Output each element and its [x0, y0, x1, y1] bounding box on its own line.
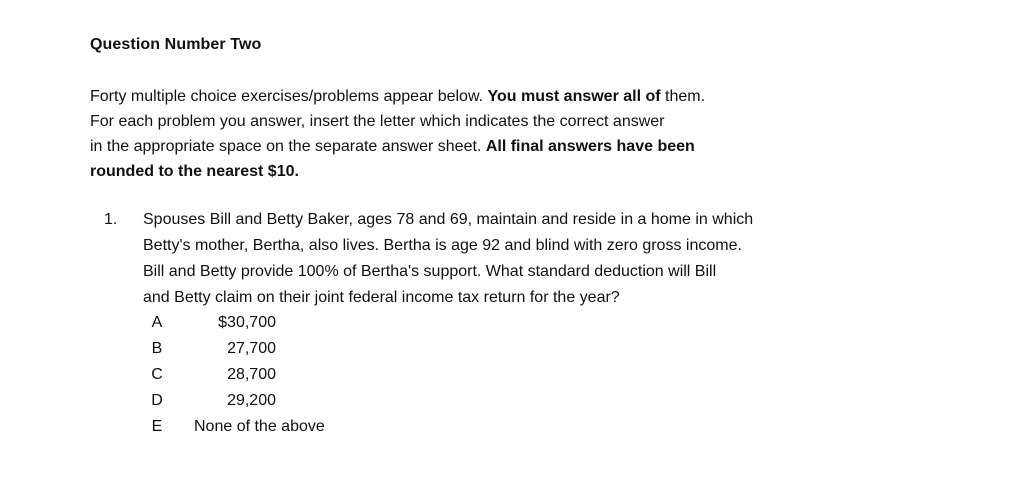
instructions-line-1	[90, 84, 810, 109]
question-text	[143, 207, 843, 311]
instructions-text: Forty multiple choice exercises/problems appear below.	[90, 88, 488, 105]
question-text-line: and Betty claim on their joint federal income tax return for the year?	[143, 289, 620, 306]
question-text-line: Spouses Bill and Betty Baker, ages 78 and 69, maintain and reside in a home in which	[143, 211, 754, 228]
section-heading: Question Number Two	[90, 36, 262, 53]
option-value: 29,200	[227, 392, 276, 409]
option-letter: B	[151, 340, 163, 357]
option-letter: D	[151, 392, 163, 409]
answer-options	[0, 310, 1024, 440]
question-text-line: Bill and Betty provide 100% of Bertha's support. What standard deduction will Bill	[143, 263, 717, 280]
instructions-text: in the appropriate space on the separate answer sheet.	[90, 138, 486, 155]
instructions-emphasis: You must answer all of	[487, 88, 661, 105]
instructions-line-3	[90, 134, 810, 159]
instructions-emphasis: rounded to the nearest $10.	[90, 163, 299, 180]
instructions-line-4	[90, 159, 810, 184]
instructions-text: them.	[660, 88, 706, 105]
option-letter: E	[151, 418, 163, 435]
instructions-emphasis: All final answers have been	[485, 138, 695, 155]
option-value: 27,700	[227, 340, 276, 357]
question-number: 1.	[104, 211, 118, 228]
option-value: 28,700	[227, 366, 276, 383]
instructions-paragraph	[90, 84, 810, 184]
option-value: $30,700	[218, 314, 276, 331]
option-letter: C	[151, 366, 163, 383]
question-text-line: Betty's mother, Bertha, also lives. Bertha is age 92 and blind with zero gross income.	[143, 237, 742, 254]
option-value: None of the above	[194, 418, 325, 435]
option-d	[0, 388, 1024, 414]
option-a	[0, 310, 1024, 336]
option-e	[0, 414, 1024, 440]
option-c	[0, 362, 1024, 388]
instructions-line-2: For each problem you answer, insert the letter which indicates the correct answer	[90, 113, 665, 130]
option-b	[0, 336, 1024, 362]
option-letter: A	[151, 314, 163, 331]
